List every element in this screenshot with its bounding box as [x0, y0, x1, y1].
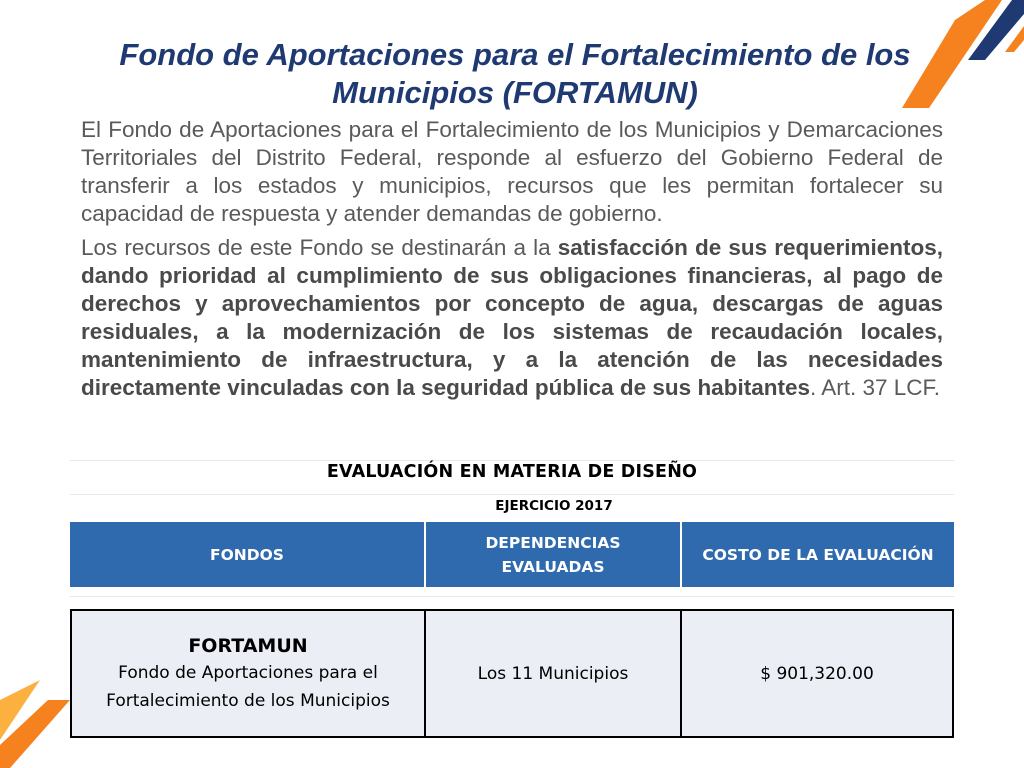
cell-dependencias: Los 11 Municipios — [477, 663, 629, 684]
header-costo: COSTO DE LA EVALUACIÓN — [682, 522, 954, 587]
paragraph-resources-bold: satisfacción de sus requerimientos, dando prioridad al cumplimiento de sus obligaciones financieras, al pago de derechos y aprovechamientos por concepto de agua, descargas de aguas residuales, a la modernización de los sistemas de recaudación locales, mantenimiento de infraestructura, y a la atención de las necesidades directamente vinculadas con la seguridad pública de sus habitantes — [81, 235, 943, 400]
table-title-line — [70, 494, 954, 495]
table-gap-line — [70, 596, 954, 597]
table-subtitle: EJERCICIO 2017 — [495, 498, 613, 514]
fund-name: FORTAMUN — [188, 634, 308, 657]
table-top-line — [70, 460, 954, 461]
table-title: EVALUACIÓN EN MATERIA DE DISEÑO — [326, 462, 698, 482]
cell-costo: $ 901,320.00 — [760, 663, 874, 684]
body-text — [81, 116, 943, 408]
paragraph-resources-tail: . Art. 37 LCF. — [809, 375, 941, 400]
page-title: Fondo de Aportaciones para el Fortalecimiento de los Municipios (FORTAMUN) — [119, 37, 911, 110]
cell-fund — [72, 609, 424, 738]
header-fondos: FONDOS — [70, 522, 424, 587]
paragraph-resources — [81, 234, 943, 402]
header-dependencias: DEPENDENCIAS EVALUADAS — [426, 522, 680, 587]
fund-description: Fondo de Aportaciones para el Fortalecimiento de los Municipios — [106, 662, 390, 711]
paragraph-intro: El Fondo de Aportaciones para el Fortalecimiento de los Municipios y Demarcaciones Territoriales del Distrito Federal, responde al esfuerzo del Gobierno Federal de transferir a los estados y municipios, recursos que les permitan fortalecer su capacidad de respuesta y atender demandas de gobierno. — [81, 117, 943, 226]
paragraph-resources-intro: Los recursos de este Fondo se destinarán a la — [81, 235, 558, 260]
